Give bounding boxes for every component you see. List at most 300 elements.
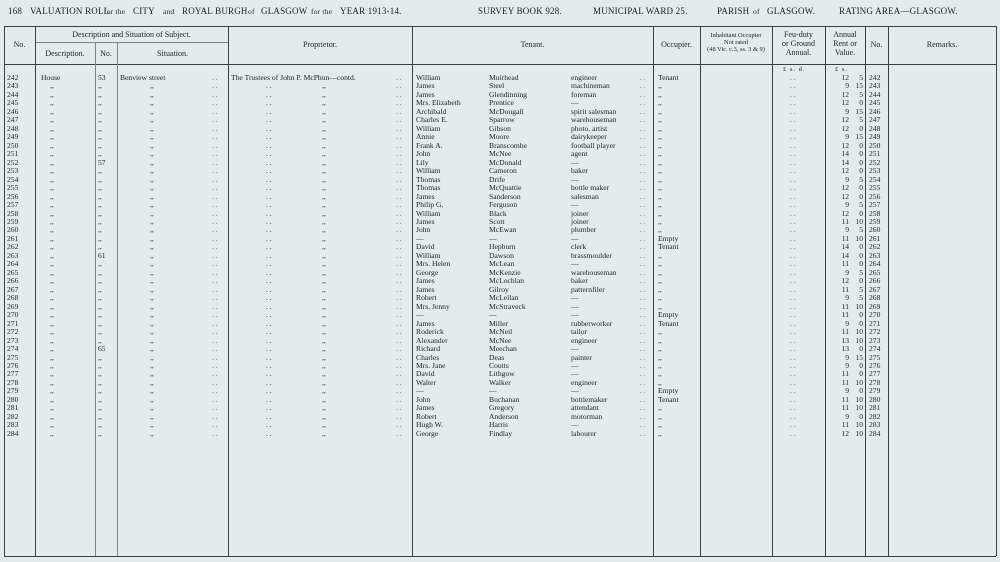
house-number: ,, (98, 394, 102, 404)
tenant-dots: . . (640, 123, 646, 133)
entry-number: 246 (7, 106, 19, 116)
tenant-first-name: George (416, 428, 439, 438)
proprietor-dots: . . (266, 428, 272, 438)
tenant-occupation: joiner (571, 216, 589, 226)
tenant-first-name: Richard (416, 344, 441, 354)
situation-dots: . . (212, 216, 218, 226)
description-ditto: ,, (50, 344, 54, 354)
entry-number: 256 (7, 191, 19, 201)
description-ditto: ,, (50, 183, 54, 193)
house-number: ,, (98, 183, 102, 193)
tenant-dots: . . (640, 428, 646, 438)
rent-pounds: 9 (845, 174, 849, 184)
description-ditto: ,, (50, 225, 54, 235)
tenant-first-name: James (416, 89, 435, 99)
occupier-status: ,, (658, 191, 662, 201)
occupier-status: ,, (658, 174, 662, 184)
description-ditto: ,, (50, 386, 54, 396)
tenant-occupation: baker (571, 276, 588, 286)
tenant-occupation: photo. artist (571, 123, 608, 133)
table-top-rule (4, 26, 996, 27)
rent-pounds: 13 (841, 335, 849, 345)
col-inhabitant-line1: Inhabitant Occupier (710, 32, 762, 39)
rent-shillings: 0 (859, 149, 863, 159)
feu-dots: . . (790, 157, 796, 167)
proprietor-end-dots: . . (396, 157, 402, 167)
tenant-dots: . . (640, 225, 646, 235)
proprietor-dots: . . (266, 233, 272, 243)
proprietor-ditto: ,, (322, 377, 326, 387)
tenant-first-name: Annie (416, 132, 435, 142)
proprietor-end-dots: . . (396, 259, 402, 269)
tenant-occupation: agent (571, 149, 588, 159)
tenant-dots: . . (640, 284, 646, 294)
situation-dots: . . (212, 123, 218, 133)
situation-ditto: ,, (150, 394, 154, 404)
tenant-first-name: James (416, 216, 435, 226)
entry-number: 258 (7, 208, 19, 218)
feu-dots: . . (790, 200, 796, 210)
tenant-first-name: William (416, 73, 441, 82)
tenant-first-name: James (416, 81, 435, 91)
rent-pounds: 9 (845, 293, 849, 303)
proprietor-ditto: ,, (322, 250, 326, 260)
tenant-dots: . . (640, 310, 646, 320)
entry-number-right: 269 (869, 301, 881, 311)
parish-of: of (753, 7, 760, 16)
proprietor-dots: . . (266, 225, 272, 235)
col-feu-line3: Annual. (785, 48, 812, 57)
tenant-surname: McLellan (489, 293, 519, 303)
proprietor-dots: . . (266, 344, 272, 354)
situation-ditto: ,, (150, 428, 154, 438)
table-row (0, 430, 1000, 439)
proprietor-dots: . . (266, 123, 272, 133)
tenant-occupation: plumber (571, 225, 597, 235)
col-feu-line1: Feu-duty (784, 30, 813, 39)
rent-pounds: 11 (841, 327, 849, 337)
rent-pounds: 9 (845, 225, 849, 235)
house-number: ,, (98, 106, 102, 116)
rent-pounds: 12 (841, 183, 849, 193)
house-number: ,, (98, 242, 102, 252)
col-remarks: Remarks. (926, 40, 958, 49)
proprietor-ditto: ,, (322, 318, 326, 328)
situation-dots: . . (212, 386, 218, 396)
entry-number: 281 (7, 403, 19, 413)
proprietor-dots: . . (266, 403, 272, 413)
situation-dots: . . (212, 276, 218, 286)
proprietor-dots: . . (266, 157, 272, 167)
feu-dots: . . (790, 166, 796, 176)
situation-ditto: ,, (150, 191, 154, 201)
rent-shillings: 5 (859, 225, 863, 235)
entry-number-right: 247 (869, 115, 881, 125)
feu-dots: . . (790, 428, 796, 438)
proprietor-dots: . . (266, 183, 272, 193)
entry-number: 279 (7, 386, 19, 396)
tenant-surname: Harris (489, 420, 508, 430)
description-ditto: ,, (50, 216, 54, 226)
col-description: Description. (45, 49, 85, 58)
description-ditto: ,, (50, 81, 54, 91)
proprietor-dots: . . (266, 132, 272, 142)
rent-shillings: 15 (855, 352, 863, 362)
situation-dots: . . (212, 284, 218, 294)
tenant-dots: . . (640, 115, 646, 125)
house-number: ,, (98, 386, 102, 396)
proprietor-end-dots: . . (396, 377, 402, 387)
proprietor-ditto: ,, (322, 123, 326, 133)
description-ditto: ,, (50, 428, 54, 438)
tenant-surname: McNee (489, 335, 512, 345)
rent-pounds: 13 (841, 344, 849, 354)
occupier-status: ,, (658, 411, 662, 421)
title-for-the-2: for the (311, 7, 333, 16)
occupier-status: ,, (658, 276, 662, 286)
table-bottom-rule (4, 556, 996, 557)
occupier-status: ,, (658, 335, 662, 345)
feu-dots: . . (790, 191, 796, 201)
description-ditto: ,, (50, 123, 54, 133)
situation-dots: . . (212, 183, 218, 193)
feu-dots: . . (790, 132, 796, 142)
entry-number-right: 258 (869, 208, 881, 218)
proprietor-ditto: ,, (322, 344, 326, 354)
proprietor-dots: . . (266, 327, 272, 337)
entry-number: 245 (7, 98, 19, 108)
tenant-surname: Meechan (489, 344, 517, 354)
proprietor-dots: . . (266, 335, 272, 345)
entry-number: 257 (7, 200, 19, 210)
house-number: ,, (98, 115, 102, 125)
proprietor-dots: . . (266, 250, 272, 260)
feu-dots: . . (790, 267, 796, 277)
situation-ditto: ,, (150, 174, 154, 184)
entry-number: 253 (7, 166, 19, 176)
occupier-status: Empty (658, 386, 679, 396)
feu-dots: . . (790, 360, 796, 370)
entry-number: 263 (7, 250, 19, 260)
entry-number: 244 (7, 89, 19, 99)
proprietor-ditto: ,, (322, 132, 326, 142)
occupier-status: ,, (658, 115, 662, 125)
tenant-surname: Drife (489, 174, 506, 184)
situation-ditto: ,, (150, 411, 154, 421)
rent-pounds: 9 (845, 81, 849, 91)
proprietor-ditto: ,, (322, 191, 326, 201)
tenant-occupation: warehouseman (571, 267, 617, 277)
situation-ditto: ,, (150, 369, 154, 379)
proprietor-ditto: ,, (322, 149, 326, 159)
parish-label: PARISH (717, 6, 750, 16)
tenant-first-name: Mrs. Helen (416, 259, 451, 269)
entry-number-right: 280 (869, 394, 881, 404)
entry-number: 252 (7, 157, 19, 167)
occupier-status: ,, (658, 327, 662, 337)
situation-ditto: ,, (150, 344, 154, 354)
proprietor-dots: . . (266, 208, 272, 218)
tenant-dots: . . (640, 191, 646, 201)
description-ditto: ,, (50, 157, 54, 167)
tenant-dots: . . (640, 360, 646, 370)
rent-shillings: 0 (859, 98, 863, 108)
description-ditto: ,, (50, 267, 54, 277)
entry-number-right: 260 (869, 225, 881, 235)
tenant-dots: . . (640, 420, 646, 430)
tenant-first-name: Robert (416, 411, 437, 421)
proprietor-ditto: ,, (322, 284, 326, 294)
col-inhabitant (700, 32, 772, 53)
tenant-dots: . . (640, 174, 646, 184)
situation-dots: . . (212, 225, 218, 235)
proprietor-end-dots: . . (396, 310, 402, 320)
tenant-first-name: Mrs. Jenny (416, 301, 450, 311)
entry-number-right: 250 (869, 140, 881, 150)
house-number: ,, (98, 208, 102, 218)
col-desc-group: Description and Situation of Subject. (72, 30, 191, 39)
house-number: ,, (98, 318, 102, 328)
situation-ditto: ,, (150, 259, 154, 269)
proprietor-dots: . . (266, 166, 272, 176)
entry-number-right: 279 (869, 386, 881, 396)
proprietor-ditto: ,, (322, 242, 326, 252)
feu-dots: . . (790, 293, 796, 303)
feu-dots: . . (790, 225, 796, 235)
occupier-status: Tenant (658, 73, 679, 82)
col-no-right: No. (870, 40, 883, 49)
situation-ditto: ,, (150, 386, 154, 396)
tenant-first-name: Charles (416, 352, 440, 362)
proprietor-ditto: ,, (322, 216, 326, 226)
entry-number-right: 272 (869, 327, 881, 337)
situation-ditto: ,, (150, 335, 154, 345)
occupier-status: ,, (658, 301, 662, 311)
tenant-first-name: Mrs. Jane (416, 360, 446, 370)
proprietor-ditto: ,, (322, 259, 326, 269)
rent-pounds: 11 (841, 301, 849, 311)
occupier-status: ,, (658, 293, 662, 303)
description-ditto: ,, (50, 233, 54, 243)
rent-shillings: 0 (859, 386, 863, 396)
tenant-first-name: Hugh W. (416, 420, 444, 430)
proprietor-ditto: ,, (322, 360, 326, 370)
rent-shillings: 15 (855, 106, 863, 116)
house-number: ,, (98, 174, 102, 184)
proprietor-end-dots: . . (396, 250, 402, 260)
occupier-status: ,, (658, 377, 662, 387)
house-number: ,, (98, 98, 102, 108)
tenant-first-name: Walter (416, 377, 437, 387)
house-number: ,, (98, 166, 102, 176)
occupier-status: ,, (658, 98, 662, 108)
proprietor-dots: . . (266, 386, 272, 396)
situation-dots: . . (212, 394, 218, 404)
col-rent-line2: Rent or (833, 39, 857, 48)
rent-pounds: 9 (845, 386, 849, 396)
tenant-surname: Ferguson (489, 200, 518, 210)
tenant-occupation: attendant (571, 403, 599, 413)
feu-dots: . . (790, 420, 796, 430)
house-number: ,, (98, 428, 102, 438)
proprietor-ditto: ,, (322, 174, 326, 184)
situation-dots: . . (212, 293, 218, 303)
situation-dots: . . (212, 115, 218, 125)
col-feu-duty (772, 30, 825, 57)
situation-dots: . . (212, 369, 218, 379)
situation-dots: . . (212, 250, 218, 260)
tenant-occupation: — (571, 386, 579, 396)
occupier-status: ,, (658, 259, 662, 269)
rent-shillings: 0 (859, 208, 863, 218)
proprietor-ditto: ,, (322, 208, 326, 218)
proprietor-end-dots: . . (396, 216, 402, 226)
tenant-surname: Buchanan (489, 394, 520, 404)
rent-pounds: 12 (841, 276, 849, 286)
tenant-occupation: — (571, 200, 579, 210)
proprietor-dots: . . (266, 259, 272, 269)
entry-number-right: 262 (869, 242, 881, 252)
tenant-occupation: labourer (571, 428, 597, 438)
situation-dots: . . (212, 352, 218, 362)
house-number: ,, (98, 411, 102, 421)
proprietor-ditto: ,, (322, 403, 326, 413)
description-ditto: ,, (50, 200, 54, 210)
proprietor-ditto: ,, (322, 157, 326, 167)
rent-shillings: 15 (855, 81, 863, 91)
entry-number-right: 263 (869, 250, 881, 260)
rent-shillings: 10 (855, 233, 863, 243)
occupier-status: Empty (658, 310, 679, 320)
entry-number-right: 278 (869, 377, 881, 387)
entry-number-right: 252 (869, 157, 881, 167)
description-ditto: ,, (50, 174, 54, 184)
tenant-first-name: David (416, 369, 435, 379)
tenant-dots: . . (640, 259, 646, 269)
description-ditto: ,, (50, 293, 54, 303)
feu-dots: . . (790, 259, 796, 269)
occupier-status: ,, (658, 140, 662, 150)
tenant-first-name: David (416, 242, 435, 252)
entry-number-right: 248 (869, 123, 881, 133)
feu-dots: . . (790, 318, 796, 328)
proprietor-end-dots: . . (396, 284, 402, 294)
rent-shillings: 5 (859, 200, 863, 210)
situation-dots: . . (212, 242, 218, 252)
tenant-dots: . . (640, 301, 646, 311)
tenant-first-name: George (416, 267, 439, 277)
situation-dots: . . (212, 327, 218, 337)
situation-ditto: ,, (150, 284, 154, 294)
entry-number: 277 (7, 369, 19, 379)
description-ditto: ,, (50, 377, 54, 387)
situation-ditto: ,, (150, 89, 154, 99)
rent-shillings: 0 (859, 310, 863, 320)
tenant-dots: . . (640, 352, 646, 362)
proprietor-end-dots: . . (396, 140, 402, 150)
col-inhabitant-line3: (48 Vic. c.3, ss. 3 & 9) (707, 46, 765, 53)
situation-dots: . . (212, 411, 218, 421)
rent-pounds: 9 (845, 318, 849, 328)
tenant-dots: . . (640, 394, 646, 404)
situation-dots: . . (212, 267, 218, 277)
house-number: 61 (98, 250, 106, 260)
occupier-status: ,, (658, 166, 662, 176)
tenant-dots: . . (640, 344, 646, 354)
entry-number: 243 (7, 81, 19, 91)
situation-ditto: ,, (150, 318, 154, 328)
tenant-occupation: baker (571, 166, 588, 176)
situation-dots: . . (212, 428, 218, 438)
feu-dots: . . (790, 276, 796, 286)
house-number: ,, (98, 81, 102, 91)
situation-ditto: ,, (150, 81, 154, 91)
entry-number: 280 (7, 394, 19, 404)
proprietor-dots: . . (266, 377, 272, 387)
tenant-first-name: James (416, 276, 435, 286)
tenant-surname: Findlay (489, 428, 513, 438)
rent-shillings: 15 (855, 132, 863, 142)
entry-number: 248 (7, 123, 19, 133)
tenant-dots: . . (640, 149, 646, 159)
proprietor-ditto: ,, (322, 183, 326, 193)
rent-pounds: 12 (841, 208, 849, 218)
description-ditto: ,, (50, 89, 54, 99)
tenant-surname: Steel (489, 81, 505, 91)
proprietor-ditto: ,, (322, 301, 326, 311)
house-number: ,, (98, 335, 102, 345)
proprietor-end-dots: . . (396, 166, 402, 176)
rent-shillings: 0 (859, 276, 863, 286)
proprietor-end-dots: . . (396, 293, 402, 303)
entry-number: 270 (7, 310, 19, 320)
proprietor-dots: . . (266, 420, 272, 430)
proprietor-dots: . . (266, 394, 272, 404)
rent-shillings: 0 (859, 250, 863, 260)
entry-number: 268 (7, 293, 19, 303)
proprietor-dots: . . (266, 81, 272, 91)
title-of: of (248, 7, 255, 16)
tenant-dots: . . (640, 200, 646, 210)
tenant-first-name: James (416, 318, 435, 328)
proprietor-end-dots: . . (396, 301, 402, 311)
entry-number-right: 257 (869, 200, 881, 210)
house-number: ,, (98, 360, 102, 370)
tenant-first-name: Thomas (416, 183, 441, 193)
tenant-occupation: bottlemaker (571, 394, 608, 404)
situation-dots: . . (212, 140, 218, 150)
tenant-occupation: — (571, 420, 579, 430)
feu-dots: . . (790, 411, 796, 421)
description-ditto: ,, (50, 310, 54, 320)
title-royal-burgh: ROYAL BURGH (182, 6, 248, 16)
description-ditto: ,, (50, 208, 54, 218)
entry-number-right: 273 (869, 335, 881, 345)
entry-number-right: 261 (869, 233, 881, 243)
rent-pounds: 12 (841, 166, 849, 176)
rent-units: £ s. (835, 66, 849, 73)
proprietor-ditto: ,, (322, 352, 326, 362)
entry-number-right: 251 (869, 149, 881, 159)
col-no: No. (13, 40, 26, 49)
rent-shillings: 5 (859, 293, 863, 303)
entry-number: 264 (7, 259, 19, 269)
house-number: ,, (98, 259, 102, 269)
description-ditto: ,, (50, 369, 54, 379)
tenant-dots: . . (640, 369, 646, 379)
house-number: ,, (98, 89, 102, 99)
occupier-status: ,, (658, 157, 662, 167)
